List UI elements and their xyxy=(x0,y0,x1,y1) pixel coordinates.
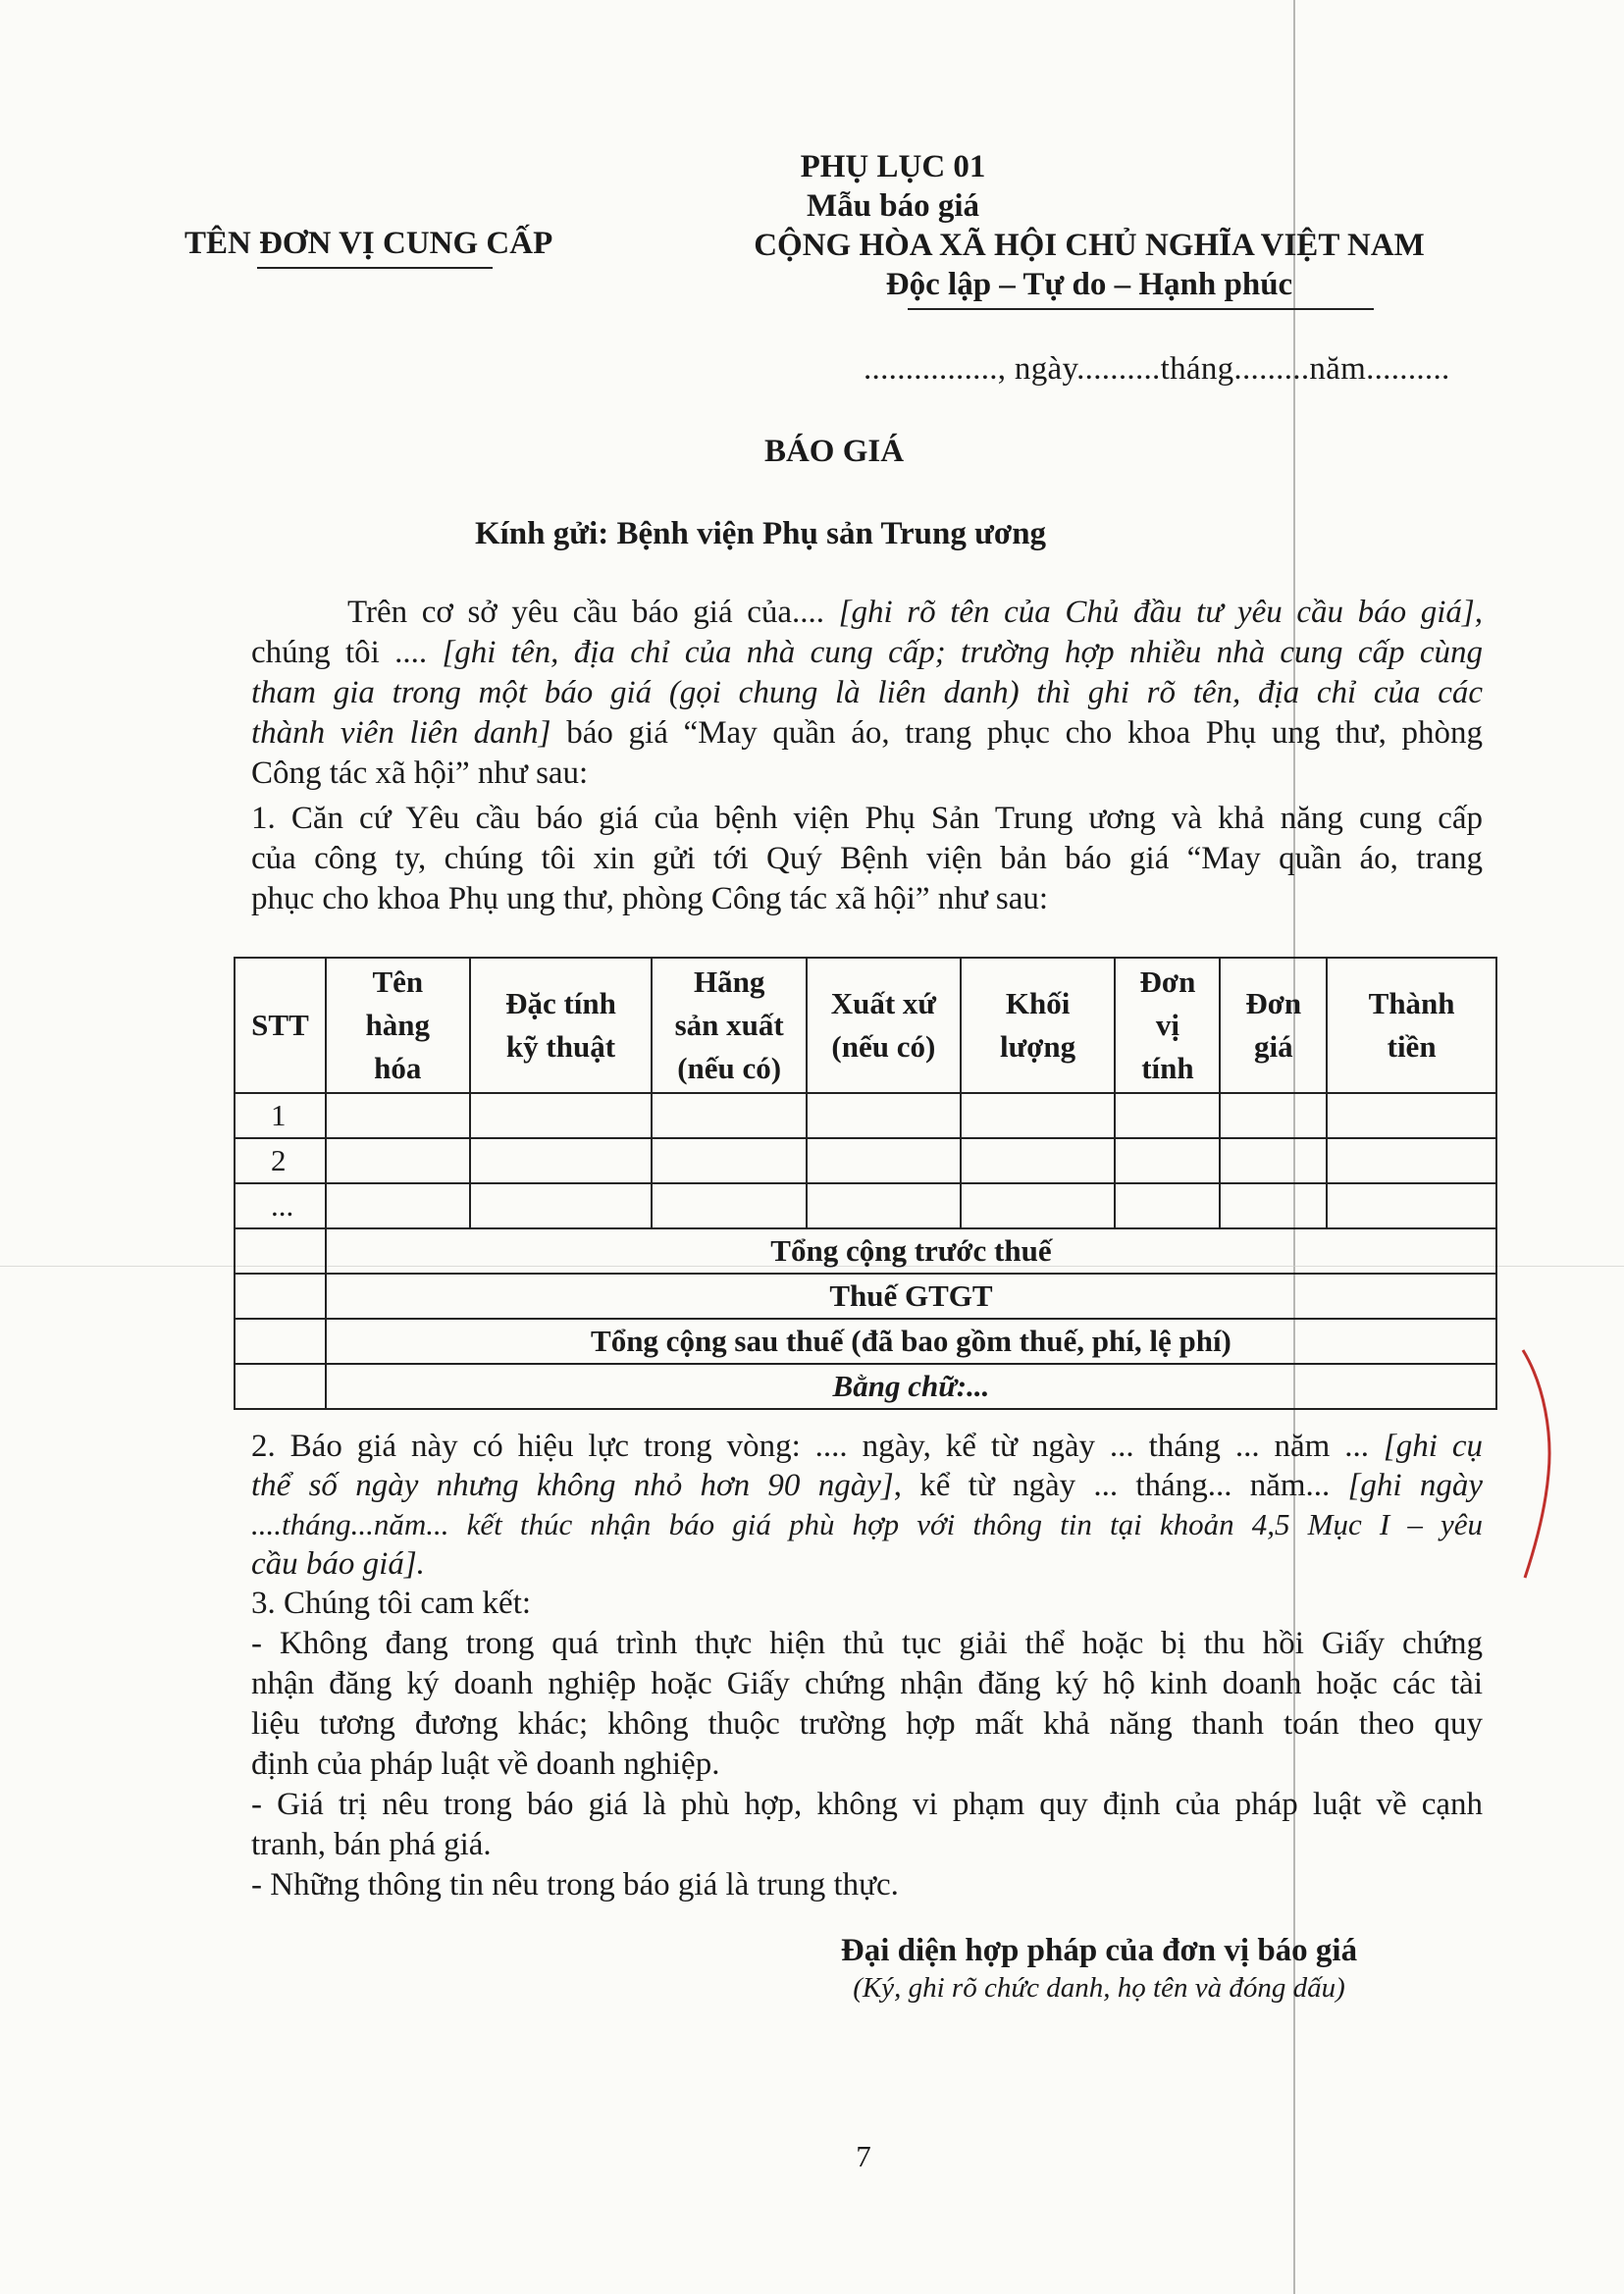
intro-line xyxy=(251,713,1483,754)
intro-text: chúng tôi .... xyxy=(251,635,443,670)
commitment-3: - Những thông tin nêu trong báo giá là trung thực. xyxy=(251,1867,899,1903)
stamp-arc xyxy=(1523,1350,1549,1578)
header-unit: Đơn vị tính xyxy=(1115,958,1220,1093)
header-specs: Đặc tính kỹ thuật xyxy=(470,958,653,1093)
table-row xyxy=(235,1093,1496,1138)
item-2-text: cầu báo giá]. xyxy=(251,1546,425,1582)
amount-in-words: Bằng chữ:... xyxy=(326,1364,1496,1409)
item-3-paragraph xyxy=(251,1584,1483,1905)
intro-line xyxy=(251,593,1483,633)
commitment-line: liệu tương đương khác; không thuộc trường hợp mất khả năng thanh toán theo quy xyxy=(251,1706,1483,1742)
commitment-line: tranh, bán phá giá. xyxy=(251,1827,492,1862)
header-unit-price: Đơn giá xyxy=(1220,958,1327,1093)
item-2-line xyxy=(251,1544,1483,1584)
item-2-paragraph xyxy=(251,1427,1483,1584)
document-title: BÁO GIÁ xyxy=(763,434,905,469)
header-manufacturer: Hãng sản xuất (nếu có) xyxy=(652,958,807,1093)
item-1-paragraph xyxy=(251,799,1483,919)
item-2-line xyxy=(251,1427,1483,1466)
table-row xyxy=(235,1183,1496,1228)
summary-row xyxy=(235,1319,1496,1364)
item-2-text: , kể từ ngày ... tháng... năm... xyxy=(893,1468,1348,1503)
intro-text: tham gia trong một báo giá (gọi chung là liên danh) thì ghi rõ tên, địa chỉ của các xyxy=(251,675,1483,710)
item-2-line xyxy=(251,1466,1483,1505)
total-before-tax: Tổng cộng trước thuế xyxy=(326,1228,1496,1274)
summary-row xyxy=(235,1228,1496,1274)
stamp-edge xyxy=(1519,1346,1558,1582)
page-number: 7 xyxy=(856,2139,871,2173)
intro-text: [ghi rõ tên của Chủ đầu tư yêu cầu báo giá], xyxy=(838,595,1483,630)
header-origin: Xuất xứ (nếu có) xyxy=(807,958,961,1093)
total-after-tax: Tổng cộng sau thuế (đã bao gồm thuế, phí, lệ phí) xyxy=(326,1319,1496,1364)
item-2-text: 2. Báo giá này có hiệu lực trong vòng: .... ngày, kể từ ngày ... tháng ... năm ... xyxy=(251,1429,1384,1464)
intro-paragraph xyxy=(251,593,1483,794)
commitment-line: nhận đăng ký doanh nghiệp hoặc Giấy chứng nhận đăng ký hộ kinh doanh hoặc các tài xyxy=(251,1666,1483,1701)
summary-row xyxy=(235,1364,1496,1409)
item-3-heading: 3. Chúng tôi cam kết: xyxy=(251,1586,532,1621)
header-amount: Thành tiền xyxy=(1327,958,1496,1093)
item-2-text: [ghi ngày xyxy=(1347,1468,1483,1503)
commitment-1 xyxy=(251,1624,1483,1785)
motto-underline xyxy=(908,308,1374,310)
form-name: Mẫu báo giá xyxy=(806,188,980,224)
commitment-line: định của pháp luật về doanh nghiệp. xyxy=(251,1747,720,1782)
nation-title: CỘNG HÒA XÃ HỘI CHỦ NGHĨA VIỆT NAM xyxy=(754,228,1425,263)
signature-note: (Ký, ghi rõ chức danh, họ tên và đóng dấu) xyxy=(853,1972,1345,2004)
supplier-underline xyxy=(257,267,493,269)
item-2-text: ....tháng...năm... kết thúc nhận báo giá phù hợp với thông tin tại khoản 4,5 Mục I – yêu xyxy=(251,1507,1483,1541)
header-item-name: Tên hàng hóa xyxy=(326,958,470,1093)
item-2-text: thể số ngày nhưng không nhỏ hơn 90 ngày] xyxy=(251,1468,894,1503)
vat-row: Thuế GTGT xyxy=(326,1274,1496,1319)
header-stt: STT xyxy=(235,958,326,1093)
summary-row xyxy=(235,1274,1496,1319)
intro-line xyxy=(251,754,1483,794)
table-row xyxy=(235,1138,1496,1183)
intro-text: Trên cơ sở yêu cầu báo giá của.... xyxy=(347,595,839,630)
item-1-line: phục cho khoa Phụ ung thư, phòng Công tác xã hội” như sau: xyxy=(251,881,1049,916)
intro-text: báo giá “May quần áo, trang phục cho khoa Phụ ung thư, phòng xyxy=(550,715,1484,751)
row-stt: 2 xyxy=(235,1138,326,1183)
commitment-line: - Không đang trong quá trình thực hiện thủ tục giải thể hoặc bị thu hồi Giấy chứng xyxy=(251,1626,1483,1661)
item-2-line xyxy=(251,1505,1483,1544)
item-1-line: 1. Căn cứ Yêu cầu báo giá của bệnh viện Phụ Sản Trung ương và khả năng cung cấp xyxy=(251,801,1483,836)
recipient: Kính gửi: Bệnh viện Phụ sản Trung ương xyxy=(474,516,1047,551)
date-line: ................, ngày..........tháng.........năm.......... xyxy=(864,351,1450,387)
row-stt: ... xyxy=(235,1183,326,1228)
quotation-table xyxy=(234,957,1497,1410)
intro-text: Công tác xã hội” như sau: xyxy=(251,756,589,791)
intro-text: [ghi tên, địa chỉ của nhà cung cấp; trường hợp nhiều nhà cung cấp cùng xyxy=(442,635,1484,670)
intro-line xyxy=(251,633,1483,673)
item-2-text: [ghi cụ xyxy=(1383,1429,1483,1464)
appendix-label: PHỤ LỤC 01 xyxy=(800,149,986,184)
supplier-unit-label: TÊN ĐƠN VỊ CUNG CẤP xyxy=(184,226,553,261)
header-quantity: Khối lượng xyxy=(961,958,1116,1093)
table-header-row xyxy=(235,958,1496,1093)
commitment-2 xyxy=(251,1785,1483,1865)
intro-text: thành viên liên danh] xyxy=(251,715,551,751)
row-stt: 1 xyxy=(235,1093,326,1138)
commitment-line: - Giá trị nêu trong báo giá là phù hợp, không vi phạm quy định của pháp luật về cạnh xyxy=(251,1787,1483,1822)
intro-line xyxy=(251,673,1483,713)
motto: Độc lập – Tự do – Hạnh phúc xyxy=(885,267,1293,302)
signature-title: Đại diện hợp pháp của đơn vị báo giá xyxy=(840,1933,1358,1968)
item-1-line: của công ty, chúng tôi xin gửi tới Quý Bệnh viện bản báo giá “May quần áo, trang xyxy=(251,841,1483,876)
